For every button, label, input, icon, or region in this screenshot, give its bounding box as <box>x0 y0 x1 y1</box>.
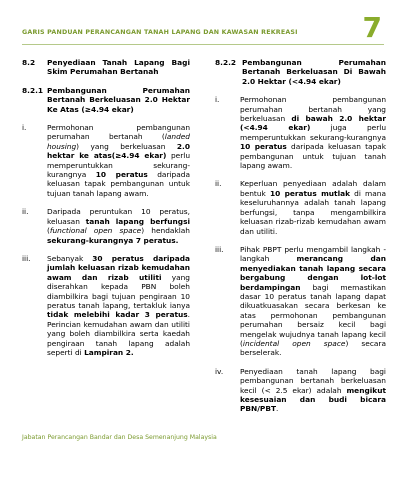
item-text: Permohonan pembangunan perumahan bertanah (landed housing) yang berkeluasan 2.0 hektar ke atas(≥4.94 ekar) perlu memperuntukkan sekurang-kurangnya 10 peratus daripada keluasan tapak pembangunan untuk tujuan tanah lapang awam. <box>47 123 191 198</box>
section-title: Pembangunan Perumahan Bertanah Berkeluasan 2.0 Hektar Ke Atas (≥4.94 ekar) <box>47 85 190 114</box>
item-numeral: iv. <box>215 366 224 376</box>
item-numeral: ii. <box>22 207 29 217</box>
page-number: 7 <box>362 11 382 44</box>
header-divider <box>22 44 384 45</box>
left-column <box>22 58 190 366</box>
item-text: Penyediaan tanah lapang bagi pembangunan bertanah berkeluasan kecil (< 2.5 ekar) adalah mengikut kesesuaian dan budi bicara PBN/PBT. <box>240 366 386 414</box>
section-8-2-1 <box>22 86 190 114</box>
item-numeral: ii. <box>215 179 222 189</box>
section-title: Penyediaan Tanah Lapang Bagi Skim Perumahan Bertanah <box>47 58 190 77</box>
item-numeral: iii. <box>22 253 31 263</box>
section-number: 8.2.1 <box>22 85 44 95</box>
item-numeral: iii. <box>215 244 224 254</box>
page-header <box>22 11 384 46</box>
section-title: Pembangunan Perumahan Bertanah Berkeluasan Di Bawah 2.0 Hektar (<4.94 ekar) <box>242 58 386 86</box>
list-item <box>22 254 190 357</box>
item-numeral: i. <box>215 95 220 105</box>
item-text: Sebanyak 30 peratus daripada jumlah keluasan rizab kemudahan awam dan rizab utiliti yang diserahkan kepada PBN boleh diambilkira bagi tujuan pengiraan 10 peratus tanah lapang, tertakluk ianya tidak melebihi kadar 3 peratus. Perincian kemudahan awam dan utiliti yang boleh diambilkira serta kaedah pengiraan tanah lapang adalah seperti di Lampiran 2. <box>47 253 190 357</box>
header-title: GARIS PANDUAN PERANCANGAN TANAH LAPANG DAN KAWASAN REKREASI <box>22 29 298 36</box>
page-footer: Jabatan Perancangan Bandar dan Desa Semenanjung Malaysia <box>22 434 217 441</box>
right-column <box>215 58 386 423</box>
section-number: 8.2 <box>22 58 36 67</box>
list-item <box>22 123 190 198</box>
item-text: Daripada peruntukan 10 peratus, keluasan tanah lapang berfungsi (functional open space) hendaklah sekurang-kurangnya 7 peratus. <box>47 207 190 245</box>
list-item <box>215 245 386 358</box>
list-item <box>215 95 386 170</box>
item-text: Keperluan penyediaan adalah dalam bentuk 10 peratus mutlak di mana keseluruhannya adalah tanah lapang berfungsi, tanpa mengambilkira keluasan rizab-rizab kemudahan awam dan utiliti. <box>240 179 386 236</box>
list-item <box>215 367 386 414</box>
item-numeral: i. <box>22 123 27 133</box>
section-8-2 <box>22 58 190 77</box>
item-text: Permohonan pembangunan perumahan bertanah yang berkeluasan di bawah 2.0 hektar (<4.94 ekar) juga perlu memperuntukkan sekurang-kurangnya 10 peratus daripada keluasan tapak pembangunan untuk tujuan tanah lapang awam. <box>240 95 386 171</box>
item-text: Pihak PBPT perlu mengambil langkah -langkah merancang dan menyediakan tanah lapang secara bergabung dengan lot-lot berdampingan bagi memastikan dasar 10 peratus tanah lapang dapat dikuatkuasakan secara berkesan ke atas permohonan pembangunan perumahan bersaiz kecil bagi mengelak wujudnya tanah lapang kecil (incidental open space) secara berselerak. <box>240 244 386 358</box>
list-item <box>215 179 386 235</box>
list-item <box>22 207 190 245</box>
section-number: 8.2.2 <box>215 58 237 67</box>
section-8-2-2 <box>215 58 386 86</box>
